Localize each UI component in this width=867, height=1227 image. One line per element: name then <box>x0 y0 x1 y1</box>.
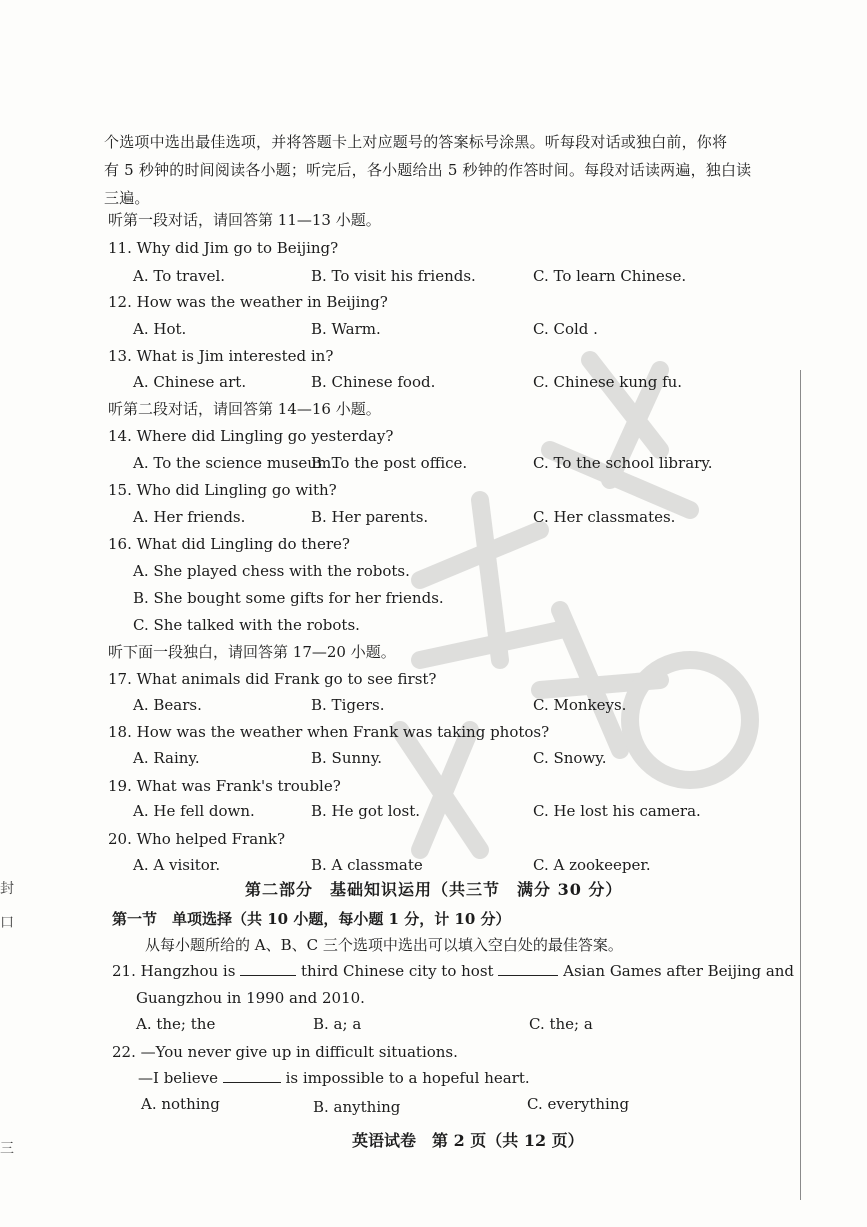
question-12-option-a: A. Hot. <box>133 320 187 338</box>
edge-mark-1: 封 <box>0 881 14 897</box>
question-12-option-b: B. Warm. <box>311 320 381 338</box>
question-17: 17. What animals did Frank go to see first? <box>108 670 437 688</box>
question-16-option-b: B. She bought some gifts for her friends. <box>133 589 444 607</box>
question-15: 15. Who did Lingling go with? <box>108 481 337 499</box>
question-11: 11. Why did Jim go to Beijing? <box>108 239 339 257</box>
edge-mark-3: 三 <box>0 1141 14 1157</box>
question-15-option-c: C. Her classmates. <box>533 508 676 526</box>
question-21-text-1: 21. Hangzhou is <box>112 962 236 980</box>
monologue-heading: 听下面一段独白，请回答第 17—20 小题。 <box>108 643 396 661</box>
question-18-option-a: A. Rainy. <box>133 749 200 767</box>
question-15-option-b: B. Her parents. <box>311 508 429 526</box>
question-18-option-b: B. Sunny. <box>311 749 383 767</box>
question-17-option-b: B. Tigers. <box>311 696 385 714</box>
question-13: 13. What is Jim interested in? <box>108 347 334 365</box>
question-21-option-c: C. the; a <box>529 1015 593 1033</box>
question-14-option-b: B. To the post office. <box>311 454 468 472</box>
question-16-option-a: A. She played chess with the robots. <box>133 562 410 580</box>
question-21-text-3: Asian Games after Beijing and <box>563 962 795 980</box>
question-18: 18. How was the weather when Frank was taking photos? <box>108 723 550 741</box>
question-19-option-c: C. He lost his camera. <box>533 802 701 820</box>
question-21-option-b: B. a; a <box>313 1015 362 1033</box>
question-21-text-2: third Chinese city to host <box>301 962 494 980</box>
question-17-option-a: A. Bears. <box>133 696 202 714</box>
question-20-option-a: A. A visitor. <box>133 856 221 874</box>
question-20-option-c: C. A zookeeper. <box>533 856 651 874</box>
intro-line-3: 三遍。 <box>104 189 150 207</box>
question-18-option-c: C. Snowy. <box>533 749 607 767</box>
section-1-title: 第一节 单项选择（共 10 小题，每小题 1 分，计 10 分） <box>112 910 511 928</box>
question-21-line-2: Guangzhou in 1990 and 2010. <box>136 989 365 1007</box>
question-16: 16. What did Lingling do there? <box>108 535 350 553</box>
question-21 <box>112 961 794 981</box>
question-11-option-c: C. To learn Chinese. <box>533 267 687 285</box>
question-22-text-1: —I believe <box>138 1069 218 1087</box>
section-1-instruction: 从每小题所给的 A、B、C 三个选项中选出可以填入空白处的最佳答案。 <box>145 936 623 954</box>
question-22-blank <box>223 1068 281 1083</box>
question-22: 22. —You never give up in difficult situations. <box>112 1043 458 1061</box>
question-20: 20. Who helped Frank? <box>108 830 285 848</box>
question-13-option-c: C. Chinese kung fu. <box>533 373 683 391</box>
question-11-option-b: B. To visit his friends. <box>311 267 476 285</box>
question-12-option-c: C. Cold . <box>533 320 598 338</box>
question-21-blank-2 <box>498 961 558 976</box>
edge-mark-2: 口 <box>0 915 14 931</box>
question-14: 14. Where did Lingling go yesterday? <box>108 427 394 445</box>
question-22-option-a: A. nothing <box>141 1095 220 1113</box>
dialog-1-heading: 听第一段对话，请回答第 11—13 小题。 <box>108 211 381 229</box>
question-19: 19. What was Frank's trouble? <box>108 777 341 795</box>
question-22-option-c: C. everything <box>527 1095 630 1113</box>
question-14-option-c: C. To the school library. <box>533 454 713 472</box>
question-22-text-2: is impossible to a hopeful heart. <box>285 1069 530 1087</box>
question-14-option-a: A. To the science museum. <box>133 454 336 472</box>
question-15-option-a: A. Her friends. <box>133 508 246 526</box>
dialog-2-heading: 听第二段对话，请回答第 14—16 小题。 <box>108 400 381 418</box>
question-12: 12. How was the weather in Beijing? <box>108 293 388 311</box>
question-11-option-a: A. To travel. <box>133 267 226 285</box>
intro-line-1: 个选项中选出最佳选项，并将答题卡上对应题号的答案标号涂黑。听每段对话或独白前，你将 <box>104 133 728 151</box>
question-17-option-c: C. Monkeys. <box>533 696 627 714</box>
question-21-blank-1 <box>240 961 296 976</box>
page-footer: 英语试卷 第 2 页（共 12 页） <box>352 1131 584 1150</box>
question-22-option-b: B. anything <box>313 1098 401 1116</box>
part-2-title: 第二部分 基础知识运用（共三节 满分 30 分） <box>245 880 623 899</box>
question-19-option-a: A. He fell down. <box>133 802 255 820</box>
page-edge-rule <box>800 370 801 1200</box>
question-21-option-a: A. the; the <box>136 1015 216 1033</box>
question-22-line-2 <box>138 1068 530 1088</box>
question-13-option-b: B. Chinese food. <box>311 373 436 391</box>
intro-line-2: 有 5 秒钟的时间阅读各小题；听完后，各小题给出 5 秒钟的作答时间。每段对话读两遍，独白读 <box>104 161 752 179</box>
question-19-option-b: B. He got lost. <box>311 802 421 820</box>
question-13-option-a: A. Chinese art. <box>133 373 247 391</box>
question-16-option-c: C. She talked with the robots. <box>133 616 360 634</box>
question-20-option-b: B. A classmate <box>311 856 423 874</box>
